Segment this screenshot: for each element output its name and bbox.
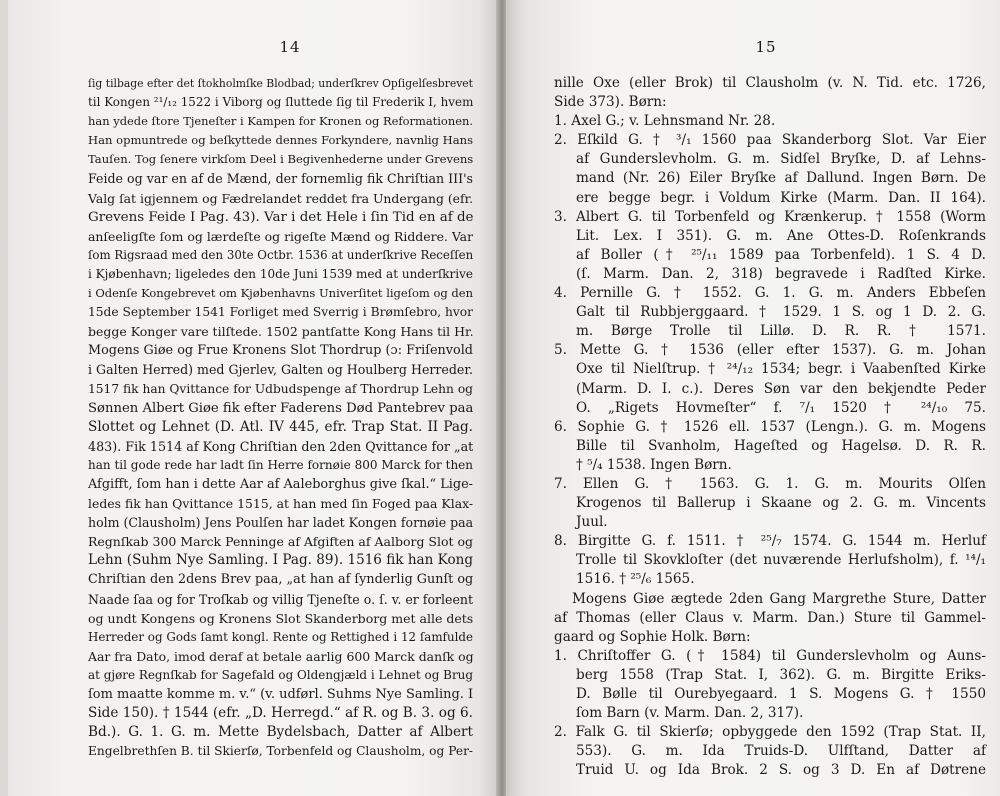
text-line: Side 150). † 1544 (efr. „D. Herregd.“ af R. og B. 3. og 6. [88, 705, 473, 722]
text-line: Lehn (Suhm Nye Samling. I Pag. 89). 1516 fik han Kong [88, 552, 473, 569]
right-page [506, 0, 1000, 796]
text-line: af Boller († ²⁵/₁₁ 1589 paa Torbenfeld). 1 S. 4 D. [576, 246, 986, 263]
text-line: ledes fik han Qvittance 1515, at han med ſin Foged paa Klax- [88, 496, 474, 512]
left-page [8, 0, 498, 796]
text-line: mand (Nr. 26) Eiler Bryſke af Dallund. Ingen Børn. De [576, 170, 986, 187]
text-line: 6. Sophie G. † 1526 ell. 1537 (Lengn.). G. m. Mogens [554, 418, 986, 435]
text-line: Trolle til Skovkloſter (det nuværende Herlufsholm), f. ¹⁴/₁ [576, 552, 986, 569]
text-line: 2. Falk G. til Skierſø; opbyggede den 1592 (Trap Stat. II, [554, 724, 986, 741]
text-line: ſig tilbage efter det ſtokholmſke Blodbad; underſkrev Opſigelſesbrevet [88, 77, 473, 90]
text-line: ſom Rigsraad med den 30te Octbr. 1536 at underſkrive Receſſen [88, 247, 474, 262]
text-line: begge Konger vare tilſtede. 1502 pantſatte Kong Hans til Hr. [88, 324, 474, 340]
text-line: Grevens Feide I Pag. 43). Var i det Hele i ſin Tid en af de [88, 209, 474, 225]
text-line: Tauſen. Tog ſenere virkſom Deel i Begivenhederne under Grevens [88, 152, 474, 167]
text-line: Aar fra Dato, imod deraf at betale aarlig 600 Marck danſk og [88, 648, 474, 664]
text-line: at gjøre Regnſkab for Sagefald og Oldengjæld i Lehnet og Brug [88, 667, 473, 682]
text-line: han til gode rede har ladt ſin Herre fornøie 800 Marck for then [88, 457, 473, 472]
text-line: af Thomas (eller Claus v. Marm. Dan.) Sture til Gammel- [554, 609, 986, 626]
text-line: Valg ſat igjennem og Fædrelandet reddet fra Undergang (efr. [88, 190, 474, 206]
text-line: Herreder og Gods ſamt kongl. Rente og Rettighed i 12 ſamfulde [88, 629, 473, 644]
text-line: i Galten Herred) med Gjerlev, Galten og Houlberg Herreder. [88, 362, 473, 378]
text-line: Lit. Lex. I 351). G. m. Ane Ottes-D. Roſenkrands [576, 227, 986, 244]
text-line: ſom Barn (v. Marm. Dan. 2, 317). [576, 705, 804, 722]
text-line: 4. Pernille G. † 1552. G. 1. G. m. Anders Ebbeſen [554, 285, 986, 302]
text-line: Truid U. og Ida Brok. 2 S. og 3 D. En af Døtrene [576, 762, 986, 779]
text-line: gaard og Sophie Holk. Børn: [554, 628, 751, 645]
page-text [554, 74, 986, 780]
text-line: 3. Albert G. til Torbenfeld og Krænkerup. † 1558 (Worm [554, 208, 986, 225]
text-line: Oxe til Nielſtrup. † ²⁴/₁₂ 1534; begr. i Vaabenſted Kirke [576, 361, 986, 378]
text-line: Juul. [576, 514, 608, 531]
text-line: 8. Birgitte G. f. 1511. † ²⁵/₇ 1574. G. 1544 m. Herluf [554, 533, 986, 550]
text-line: ere begge begr. i Voldum Kirke (Marm. Dan. II 164). [576, 189, 986, 206]
text-line: han ydede ſtore Tjeneſter i Kampen for Kronen og Reformationen. [88, 114, 473, 129]
text-line: Bd.). G. 1. G. m. Mette Bydelsbach, Datter af Albert [88, 724, 473, 741]
text-line: Side 373). Børn: [554, 94, 667, 111]
text-line: O. „Rigets Hovmeſter“ f. ⁷/₁ 1520 † ²⁴/₁₀ 75. [576, 399, 986, 416]
text-line: (ſ. Marm. Dan. 2, 318) begravede i Radſted Kirke. [576, 265, 986, 282]
text-line: Engelbrethſen B. til Skierſø, Torbenfeld og Clausholm, og Per- [88, 744, 474, 759]
page-number: 15 [755, 38, 777, 56]
text-line: af Gunderslevholm. G. m. Sidſel Bryſke, D. af Lehns- [576, 151, 986, 168]
text-line: Slottet og Lehnet (D. Atl. IV 445, efr. Trap Stat. II Pag. [88, 418, 473, 435]
text-line: i Kjøbenhavn; ligeledes den 10de Juni 1539 med at underſkrive [88, 266, 473, 281]
text-line: Krogenos til Ballerup i Skaane og 2. G. m. Vincents [576, 495, 986, 512]
text-line: 2. Eſkild G. † ³/₁ 1560 paa Skanderborg Slot. Var Eier [554, 132, 986, 149]
text-line: Bille til Svanholm, Hageſted og Hagelsø. D. R. R. [576, 437, 986, 454]
text-line: anſeeligſte ſom og lærdeſte og rigeſte Mænd og Riddere. Var [88, 228, 474, 244]
text-line: 553). G. m. Ida Truids-D. Ulfſtand, Datter af [576, 743, 986, 760]
text-line: Afgifft, ſom han i dette Aar af Aaleborghus give ſkal.“ Lige- [88, 476, 474, 492]
text-line: 1517 fik han Qvittance for Udbudspenge af Thordrup Lehn og [88, 381, 473, 396]
page-number: 14 [279, 38, 301, 56]
text-line: Naade ſaa og for Troſkab og villig Tjeneſte o. ſ. v. er forleent [88, 591, 473, 607]
text-line: Regnſkab 300 Marck Penninge af Afgiften af Aalborg Slot og [88, 534, 474, 550]
text-line: 5. Mette G. † 1536 (eller efter 1537). G. m. Johan [554, 342, 986, 359]
text-line: 7. Ellen G. † 1563. G. 1. G. m. Mourits Olſen [554, 475, 986, 492]
text-line: Feide og var en af de Mænd, der fornemlig fik Chriſtian III's [88, 171, 473, 187]
text-line: nille Oxe (eller Brok) til Clausholm (v. N. Tid. etc. 1726, [554, 75, 986, 91]
page-text [88, 74, 473, 761]
text-line: ſom maatte komme m. v.“ (v. udførl. Suhms Nye Samling. I [88, 687, 474, 702]
text-line: D. Bølle til Ourebyegaard. 1 S. Mogens G. † 1550 [576, 686, 986, 702]
text-line: 15de September 1541 Forliget med Sverrig i Brømſebro, hvor [88, 305, 473, 320]
text-line: berg 1558 (Trap Stat. I, 362). G. m. Birgitte Eriks- [576, 666, 986, 683]
text-line: 1516. † ²⁵/₆ 1565. [576, 571, 695, 588]
text-line: Chriſtian den 2dens Brev paa, „at han af ſynderlig Gunſt og [88, 572, 474, 588]
text-line: Han opmuntrede og beſkyttede dennes Forkyndere, navnlig Hans [88, 133, 473, 148]
text-line: (Marm. D. I. c.). Deres Søn var den bekjendte Peder [576, 380, 986, 397]
text-line: † ⁵/₄ 1538. Ingen Børn. [576, 456, 732, 473]
text-line: holm (Clausholm) Jens Poulſen har ladet Kongen fornøie paa [88, 515, 474, 531]
text-line: og undt Kongens og Kronens Slot Skanderborg met alle dets [88, 610, 474, 626]
text-line: 1. Axel G.; v. Lehnsmand Nr. 28. [554, 113, 776, 130]
text-line: Mogens Giøe ægtede 2den Gang Margrethe Sture, Datter [572, 590, 986, 607]
text-line: 1. Chriſtoffer G. († 1584) til Gunderslevholm og Auns- [554, 647, 986, 664]
text-line: Mogens Giøe og Frue Kronens Slot Thordrup (ɔ: Friſenvold [88, 343, 473, 359]
text-line: i Odenſe Kongebrevet om Kjøbenhavns Univerſitet ligeſom og den [88, 286, 473, 301]
text-line: til Kongen ²¹/₁₂ 1522 i Viborg og ſluttede ſig til Frederik I, hvem [88, 95, 474, 110]
text-line: m. Børge Trolle til Lillø. D. R. R. † 1571. [576, 323, 986, 340]
text-line: 483). Fik 1514 af Kong Chriſtian den 2den Qvittance for „at [88, 438, 474, 454]
text-line: Galt til Rubbjerggaard. † 1529. 1 S. og 1 D. 2. G. [576, 304, 986, 321]
text-line: Sønnen Albert Giøe fik efter Faderens Død Pantebrev paa [88, 400, 474, 416]
